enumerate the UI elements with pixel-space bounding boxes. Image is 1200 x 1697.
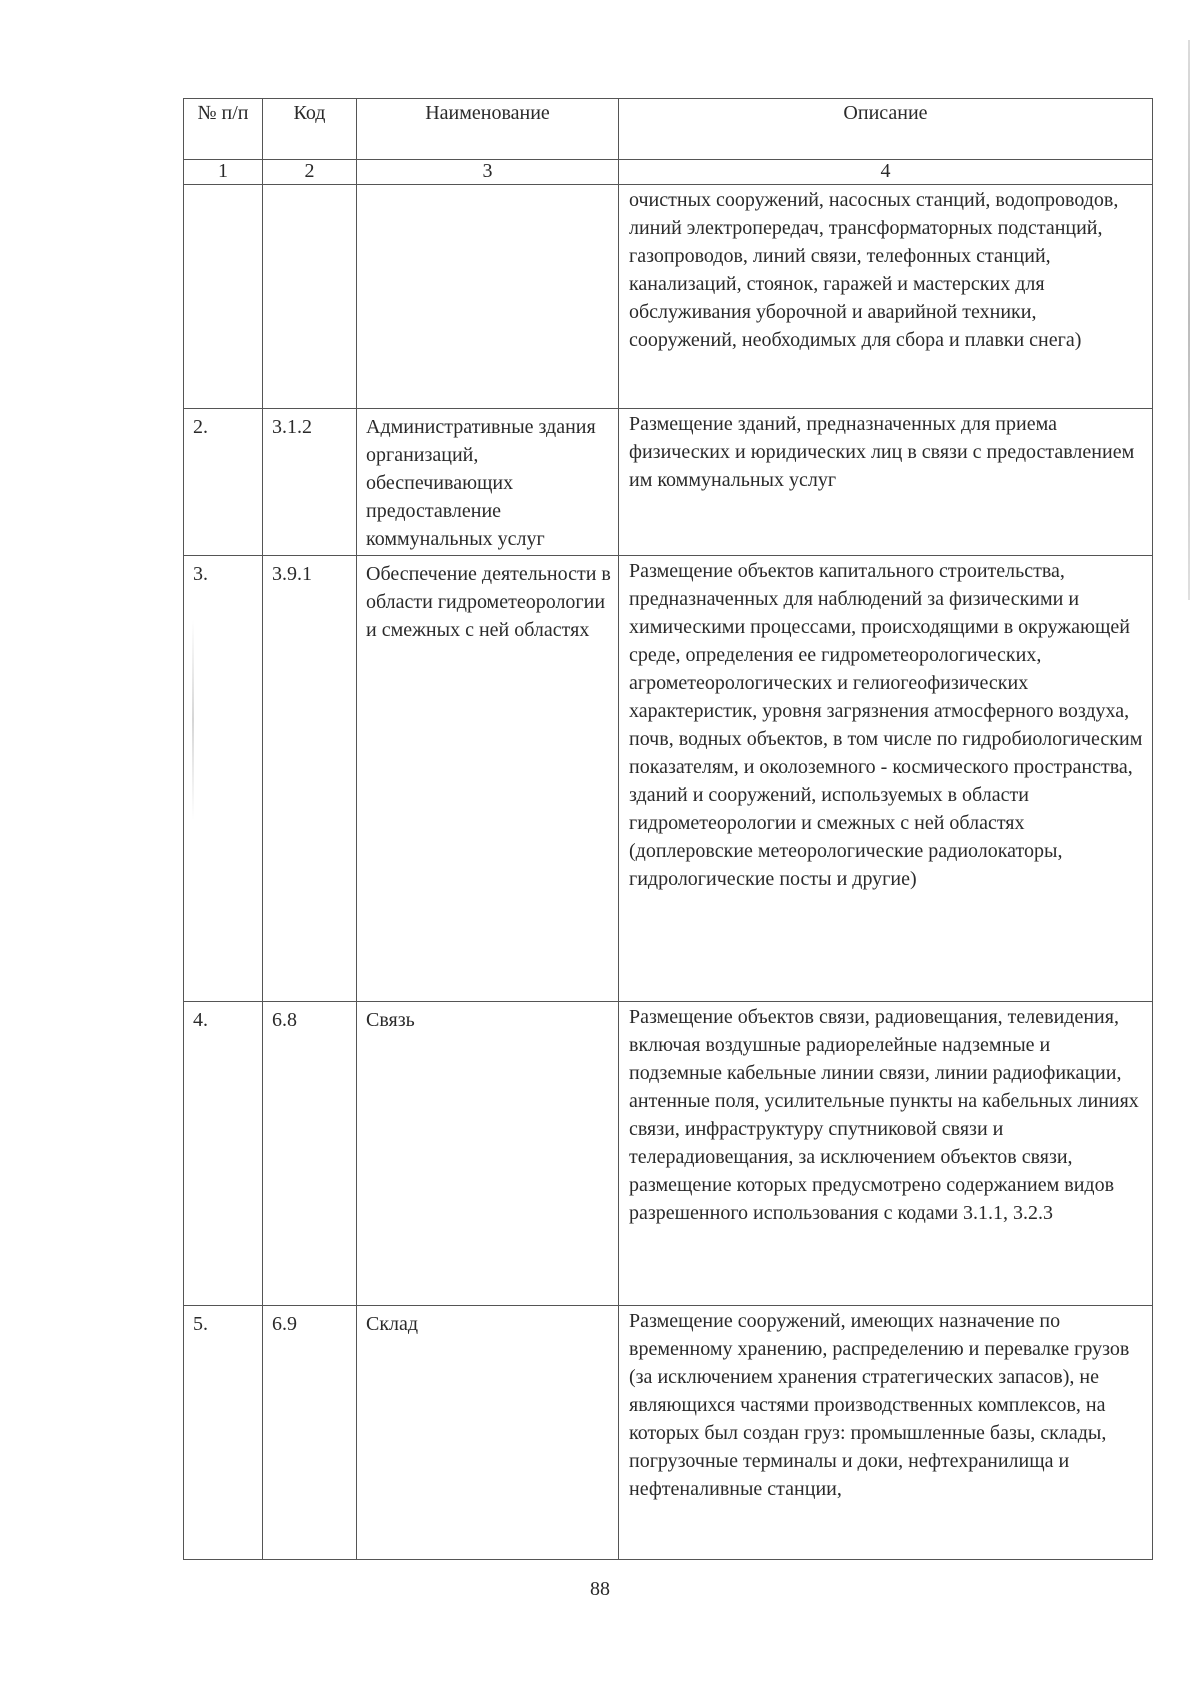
- row-description: Размещение объектов капитального строительства, предназначенных для наблюдений за физическими и химическими процессами, происходящими в окружающей среде, определения ее гидрометеорологических, агрометеорологических и гелиогеофизических характеристик, уровня загрязнения атмосферного воздуха, почв, водных объектов, в том числе по гидробиологическим показателям, и околоземного - космического пространства, зданий и сооружений, используемых в области гидрометеорологии и смежных с ней областях (доплеровские метеорологические радиолокаторы, гидрологические посты и другие): [619, 556, 1153, 1002]
- row-name: Склад: [357, 1306, 619, 1560]
- header-row: [184, 99, 1153, 160]
- row-name: Связь: [357, 1002, 619, 1306]
- column-number: 1: [184, 160, 263, 185]
- row-code: [263, 185, 357, 409]
- table-row: [184, 1002, 1153, 1306]
- row-name: Обеспечение деятельности в области гидрометеорологии и смежных с ней областях: [357, 556, 619, 1002]
- column-number: 4: [619, 160, 1153, 185]
- row-description: Размещение сооружений, имеющих назначение по временному хранению, распределению и перевалке грузов (за исключением хранения стратегических запасов), не являющихся частями производственных комплексов, на которых был создан груз: промышленные базы, склады, погрузочные терминалы и доки, нефтехранилища и нефтеналивные станции,: [619, 1306, 1153, 1560]
- row-num: 5.: [184, 1306, 263, 1560]
- table-row: [184, 556, 1153, 1002]
- table-row: [184, 185, 1153, 409]
- page-number: 88: [590, 1578, 610, 1600]
- row-code: 3.9.1: [263, 556, 357, 1002]
- land-use-table: [183, 98, 1153, 1560]
- header-code: Код: [263, 99, 357, 160]
- column-number: 2: [263, 160, 357, 185]
- header-name: Наименование: [357, 99, 619, 160]
- row-num: 2.: [184, 409, 263, 556]
- row-num: [184, 185, 263, 409]
- row-code: 6.9: [263, 1306, 357, 1560]
- header-num: № п/п: [184, 99, 263, 160]
- row-num: 4.: [184, 1002, 263, 1306]
- row-name: Административные здания организаций, обеспечивающих предоставление коммунальных услуг: [357, 409, 619, 556]
- column-number-row: [184, 160, 1153, 185]
- column-number: 3: [357, 160, 619, 185]
- scan-edge-shadow: [1188, 40, 1190, 600]
- table-row: [184, 409, 1153, 556]
- row-description: Размещение объектов связи, радиовещания, телевидения, включая воздушные радиорелейные надземные и подземные кабельные линии связи, линии радиофикации, антенные поля, усилительные пункты на кабельных линиях связи, инфраструктуру спутниковой связи и телерадиовещания, за исключением объектов связи, размещение которых предусмотрено содержанием видов разрешенного использования с кодами 3.1.1, 3.2.3: [619, 1002, 1153, 1306]
- header-description: Описание: [619, 99, 1153, 160]
- row-code: 3.1.2: [263, 409, 357, 556]
- row-description: Размещение зданий, предназначенных для приема физических и юридических лиц в связи с предоставлением им коммунальных услуг: [619, 409, 1153, 556]
- row-code: 6.8: [263, 1002, 357, 1306]
- row-num: 3.: [184, 556, 263, 1002]
- table-row: [184, 1306, 1153, 1560]
- row-description: очистных сооружений, насосных станций, водопроводов, линий электропередач, трансформаторных подстанций, газопроводов, линий связи, телефонных станций, канализаций, стоянок, гаражей и мастерских для обслуживания уборочной и аварийной техники, сооружений, необходимых для сбора и плавки снега): [619, 185, 1153, 409]
- row-name: [357, 185, 619, 409]
